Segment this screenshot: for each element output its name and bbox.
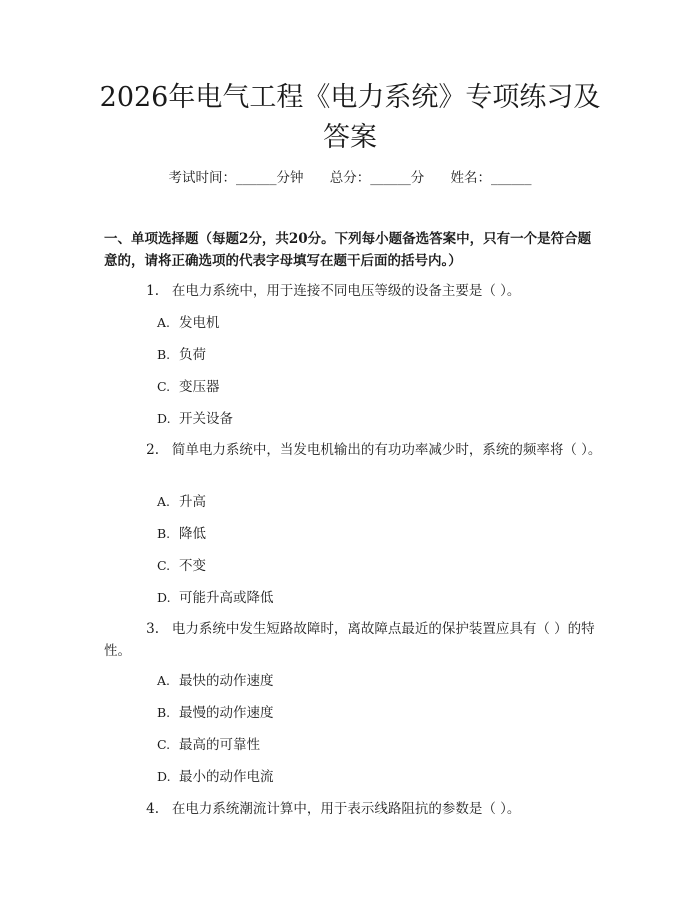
exam-time-field: 考试时间：______分钟 xyxy=(168,170,304,186)
option-letter: D. xyxy=(157,769,171,784)
question-stem: 在电力系统潮流计算中，用于表示线路阻抗的参数是（ ）。 xyxy=(171,801,521,817)
option-1d xyxy=(157,408,233,430)
option-3d xyxy=(157,766,274,788)
option-text: 变压器 xyxy=(179,379,220,395)
name-field: 姓名：______ xyxy=(450,170,532,186)
option-3a xyxy=(157,670,274,692)
option-1b xyxy=(157,344,206,366)
option-letter: D. xyxy=(157,411,171,426)
option-text: 不变 xyxy=(179,558,206,574)
option-text: 可能升高或降低 xyxy=(179,590,274,606)
option-letter: A. xyxy=(157,494,171,509)
option-letter: A. xyxy=(157,673,171,688)
document-title: 2026年电气工程《电力系统》专项练习及答案 xyxy=(99,82,601,153)
question-stem: 简单电力系统中，当发电机输出的有功功率减少时，系统的频率将（ ）。 xyxy=(171,442,602,458)
question-stem: 在电力系统中，用于连接不同电压等级的设备主要是（ ）。 xyxy=(171,283,521,299)
exam-meta-line xyxy=(0,168,700,188)
option-letter: B. xyxy=(157,526,171,541)
option-text: 最小的动作电流 xyxy=(179,769,274,785)
question-4 xyxy=(104,798,604,820)
question-2 xyxy=(104,439,604,461)
option-letter: C. xyxy=(157,379,171,394)
option-text: 最快的动作速度 xyxy=(179,673,274,689)
option-letter: C. xyxy=(157,558,171,573)
option-letter: B. xyxy=(157,347,171,362)
option-letter: A. xyxy=(157,315,171,330)
option-letter: C. xyxy=(157,737,171,752)
question-number: 2. xyxy=(146,442,159,458)
option-letter: D. xyxy=(157,590,171,605)
question-number: 1. xyxy=(146,283,159,299)
question-number: 3. xyxy=(146,621,159,637)
option-3b xyxy=(157,702,274,724)
option-text: 发电机 xyxy=(179,315,220,331)
option-2b xyxy=(157,523,206,545)
question-number: 4. xyxy=(146,801,159,817)
question-stem: 电力系统中发生短路故障时，离故障点最近的保护装置应具有（ ）的特性。 xyxy=(104,621,595,659)
question-1 xyxy=(104,280,604,302)
option-1a xyxy=(157,312,220,334)
option-2d xyxy=(157,587,274,609)
option-text: 最高的可靠性 xyxy=(179,737,260,753)
question-3 xyxy=(104,618,604,662)
total-score-field: 总分：______分 xyxy=(329,170,425,186)
option-2a xyxy=(157,491,206,513)
option-2c xyxy=(157,555,206,577)
option-3c xyxy=(157,734,260,756)
option-text: 开关设备 xyxy=(179,411,233,427)
option-letter: B. xyxy=(157,705,171,720)
option-text: 降低 xyxy=(179,526,206,542)
option-text: 最慢的动作速度 xyxy=(179,705,274,721)
option-text: 负荷 xyxy=(179,347,206,363)
option-1c xyxy=(157,376,220,398)
option-text: 升高 xyxy=(179,494,206,510)
section-header: 一、单项选择题（每题2分，共20分。下列每小题备选答案中，只有一个是符合题意的，请将正确选项的代表字母填写在题干后面的括号内。） xyxy=(104,231,592,269)
